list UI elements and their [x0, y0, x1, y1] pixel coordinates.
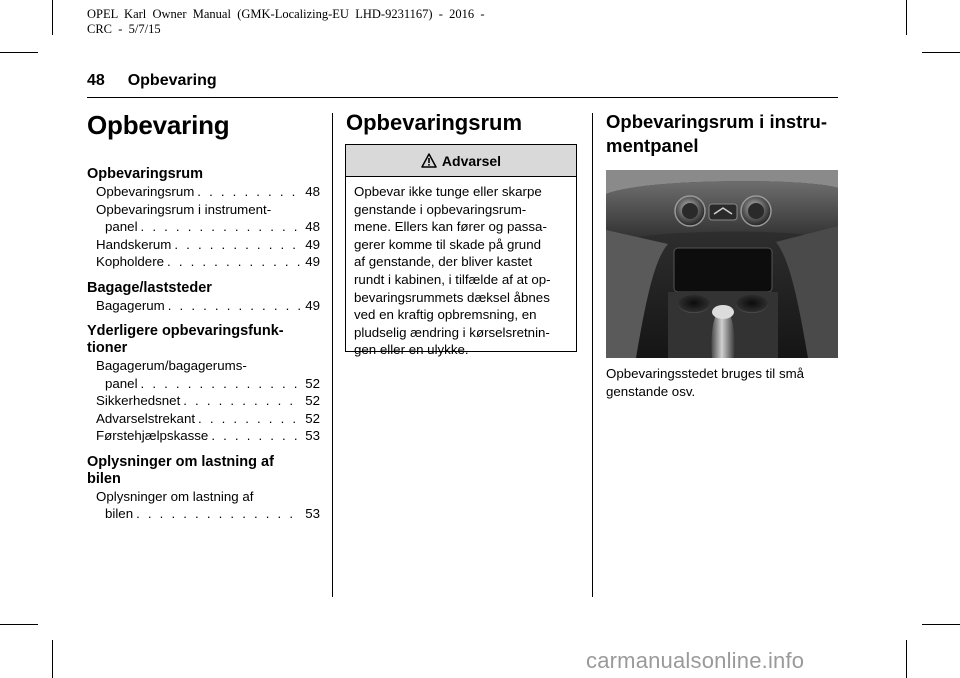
toc-section-title: Opbevaringsrum — [87, 166, 204, 182]
chapter-title: Opbevaring — [87, 110, 230, 140]
column-divider — [332, 113, 333, 597]
toc-entry[interactable]: panel . . . 52 — [87, 375, 320, 393]
warning-header — [346, 145, 576, 177]
warning-line: ved en kraftig opbremsning, en — [354, 307, 537, 323]
crop-mark — [922, 624, 960, 625]
toc-entry[interactable]: Advarselstrekant . . . 52 — [87, 410, 320, 428]
toc-entry[interactable]: Førstehjælpskasse . . . 53 — [87, 427, 320, 445]
warning-line: Opbevar ikke tunge eller skarpe — [354, 184, 542, 199]
toc-entry[interactable]: Opbevaringsrum . . . 48 — [87, 183, 320, 201]
print-meta-header: OPEL Karl Owner Manual (GMK-Localizing-EU LHD-9231167) - 2016 - CRC - 5/7/15 — [87, 7, 485, 36]
toc-entry[interactable]: Kopholdere . . . 49 — [87, 253, 320, 271]
center-console-photo — [606, 170, 838, 358]
watermark: carmanualsonline.info — [586, 648, 805, 673]
warning-line: pludselig ændring i kørselsretnin- — [354, 324, 550, 340]
toc-entry[interactable]: Handskerum . . . 49 — [87, 236, 320, 254]
toc-entry-line[interactable]: Oplysninger om lastning af — [96, 488, 254, 504]
crop-mark — [922, 52, 960, 53]
photo-caption: Opbevaringsstedet bruges til små genstande osv. — [606, 366, 805, 399]
page-number: 48 — [87, 72, 105, 89]
crop-mark — [906, 640, 907, 678]
warning-line: genstande i opbevaringsrum- — [354, 201, 527, 217]
warning-line: af genstande, der bliver kastet — [354, 254, 533, 270]
toc-entry[interactable]: panel . . . 48 — [87, 218, 320, 236]
warning-line: gerer komme til skade på grund — [354, 236, 541, 252]
toc-entry-line[interactable]: Bagagerum/bagagerums- — [96, 358, 247, 373]
warning-box — [345, 144, 577, 358]
crop-mark — [52, 0, 53, 35]
crop-mark — [0, 52, 38, 53]
toc-entry-line[interactable]: Opbevaringsrum i instrument- — [96, 201, 272, 217]
page-header — [87, 72, 217, 90]
header-rule — [87, 97, 838, 98]
toc-entry[interactable]: bilen . . . 53 — [87, 505, 320, 523]
warning-text — [346, 177, 576, 359]
page-header-title: Opbevaring — [127, 72, 217, 89]
warning-line: bevaringsrummets dæksel åbnes — [354, 289, 550, 305]
warning-line: mene. Ellers kan fører og passa- — [354, 219, 547, 235]
crop-mark — [52, 640, 53, 678]
toc-entry[interactable]: Sikkerhedsnet . . . 52 — [87, 392, 320, 410]
toc-section-title: Yderligere opbevaringsfunk- tioner — [87, 323, 284, 356]
crop-mark — [906, 0, 907, 35]
section-title: Opbevaringsrum — [346, 110, 523, 135]
warning-label: Advarsel — [441, 152, 502, 169]
subsection-title: Opbevaringsrum i instru- mentpanel — [606, 111, 828, 156]
toc-entry[interactable]: Bagagerum . . . 49 — [87, 297, 320, 315]
toc-section-title: Bagage/laststeder — [87, 279, 212, 296]
warning-line: rundt i kabinen, i tilfælde af at op- — [354, 271, 551, 287]
crop-mark — [0, 624, 38, 625]
warning-triangle-icon — [421, 153, 437, 168]
column-divider — [592, 113, 593, 597]
toc-section-title: Oplysninger om lastning af bilen — [87, 453, 274, 487]
warning-line: gen eller en ulykke. — [354, 342, 469, 358]
table-of-contents — [87, 166, 320, 523]
